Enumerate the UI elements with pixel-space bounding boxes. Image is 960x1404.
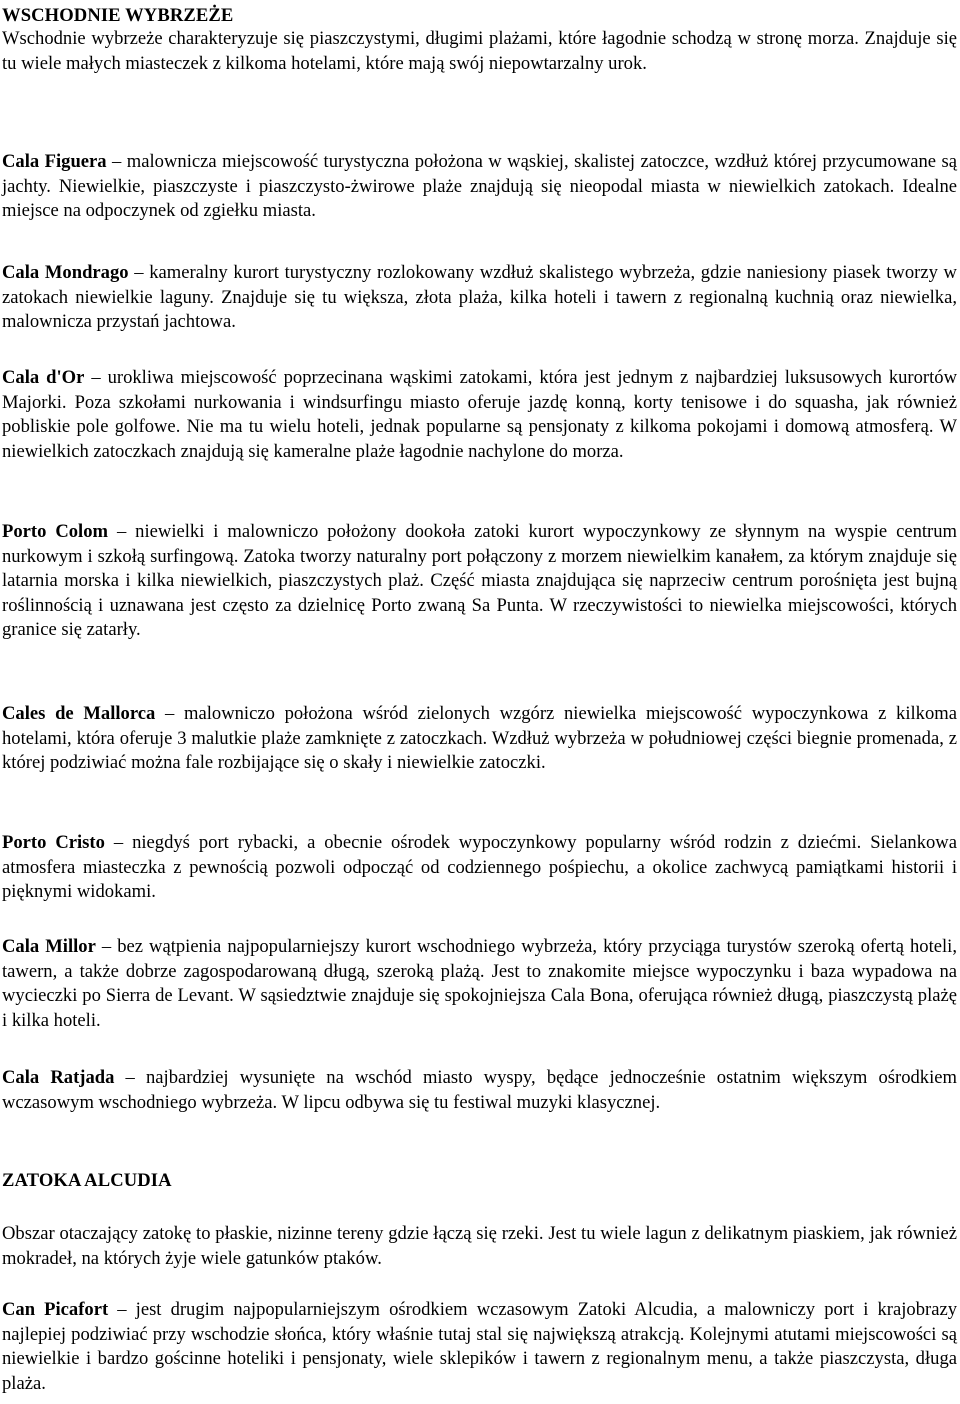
place-description: – urokliwa miejscowość poprzecinana wąskimi zatokami, która jest jednym z najbardziej luksusowych kurortów Majorki. Poza szkołami nurkowania i windsurfingu miasto oferuje jazdę konną, korty tenisowe i do squasha, jak również pobliskie pole golfowe. Nie ma tu wielu hoteli, jednak popularne są pensjonaty z kilkoma pokojami i domową atmosferą. W niewielkich zatoczkach znajdują się kameralne plaże łagodnie nachylone do morza. — [2, 367, 958, 462]
place-entry-porto-colom — [2, 520, 957, 643]
place-description: – malowniczo położona wśród zielonych wzgórz niewielka miejscowość wypoczynkowa z kilkoma hotelami, która oferuje 3 malutkie plaże zamknięte z zatoczkach. Wzdłuż wybrzeża w południowej części biegnie promenada, z której podziwiać można fale rozbijające się o skały i niewielkie zatoczki. — [2, 703, 957, 774]
place-entry-porto-cristo — [2, 831, 957, 905]
place-description: – niegdyś port rybacki, a obecnie ośrodek wypoczynkowy popularny wśród rodzin z dziećmi. Sielankowa atmosfera miasteczka z pewnością pozwoli odpocząć od codziennego pośpiechu, a okolice zachwycą pamiątkami historii i pięknymi widokami. — [2, 832, 957, 903]
section-heading-alcudia-bay: ZATOKA ALCUDIA — [2, 1170, 172, 1191]
place-description: – bez wątpienia najpopularniejszy kurort wschodniego wybrzeża, który przyciąga turystów szeroką ofertą hoteli, tawern, a także dobrze zagospodarowaną długą, szeroką plażą. Jest to znakomite miejsce wypoczynku i baza wypadowa na wycieczki po Sierra de Levant. W sąsiedztwie znajduje się spokojniejsza Cala Bona, oferująca również długą, piaszczystą plażę i kilka hoteli. — [2, 936, 957, 1031]
place-entry-can-picafort — [2, 1298, 957, 1396]
place-name: Porto Colom — [2, 521, 109, 542]
place-entry-cala-mondrago — [2, 261, 957, 335]
place-description: – kameralny kurort turystyczny rozlokowany wzdłuż skalistego wybrzeża, gdzie naniesiony piasek tworzy w zatokach niewielkie laguny. Znajduje się tu większa, złota plaża, kilka hoteli i tawern z regionalną kuchnią oraz niewielka, malownicza przystań jachtowa. — [2, 262, 957, 333]
place-name: Cala Millor — [2, 936, 96, 957]
place-description: – najbardziej wysunięte na wschód miasto wyspy, będące jednocześnie ostatnim większym ośrodkiem wczasowym wschodniego wybrzeża. W lipcu odbywa się tu festiwal muzyki klasycznej. — [2, 1067, 957, 1113]
section-intro-east-coast: Wschodnie wybrzeże charakteryzuje się piaszczystymi, długimi plażami, które łagodnie schodzą w stronę morza. Znajduje się tu wiele małych miasteczek z kilkoma hotelami, które mają swój niepowtarzalny urok. — [2, 28, 957, 74]
place-name: Cala Figuera — [2, 151, 107, 172]
section-heading-east-coast: WSCHODNIE WYBRZEŻE — [2, 5, 234, 26]
place-entry-cala-ratjada — [2, 1066, 957, 1115]
place-name: Cales de Mallorca — [2, 703, 156, 724]
place-entry-cala-dor — [2, 366, 957, 464]
place-name: Can Picafort — [2, 1299, 109, 1320]
place-entry-cales-de-mallorca — [2, 702, 957, 776]
place-description: – jest drugim najpopularniejszym ośrodkiem wczasowym Zatoki Alcudia, a malowniczy port i krajobrazy najlepiej podziwiać przy wschodzie słońca, który właśnie tutaj stal się największą atrakcją. Kolejnymi atutami miejscowości są niewielkie i bardzo gościnne hoteliki i pensjonaty, wiele sklepików i tawern z regionalnym menu, a także piaszczysta, długa plaża. — [2, 1299, 957, 1394]
place-description: – malownicza miejscowość turystyczna położona w wąskiej, skalistej zatoczce, wzdłuż której przycumowane są jachty. Niewielkie, piaszczyste i piaszczysto-żwirowe plaże znajdują się nieopodal miasta w niewielkich zatokach. Idealne miejsce na odpoczynek od zgiełku miasta. — [2, 151, 957, 222]
place-description: – niewielki i malowniczo położony dookoła zatoki kurort wypoczynkowy ze słynnym na wyspie centrum nurkowym i szkołą surfingową. Zatoka tworzy naturalny port połączony z morzem niewielkim kanałem, za którym znajduje się latarnia morska i kilka niewielkich, piaszczystych plaż. Część miasta znajdująca się naprzeciw centrum porośnięta jest bujną roślinnością i uznawana jest często za dzielnicę Porto zwaną Sa Punta. W rzeczywistości to niewielka miejscowości, których granice się zatarły. — [2, 521, 957, 641]
place-name: Cala d'Or — [2, 367, 85, 388]
section-intro-alcudia-bay: Obszar otaczający zatokę to płaskie, nizinne tereny gdzie łączą się rzeki. Jest tu wiele lagun z delikatnym piaskiem, jak również mokradeł, na których żyje wiele gatunków ptaków. — [2, 1223, 957, 1269]
place-entry-cala-millor — [2, 935, 957, 1033]
place-entry-cala-figuera — [2, 150, 957, 224]
place-name: Porto Cristo — [2, 832, 105, 853]
place-name: Cala Mondrago — [2, 262, 129, 283]
place-name: Cala Ratjada — [2, 1067, 115, 1088]
